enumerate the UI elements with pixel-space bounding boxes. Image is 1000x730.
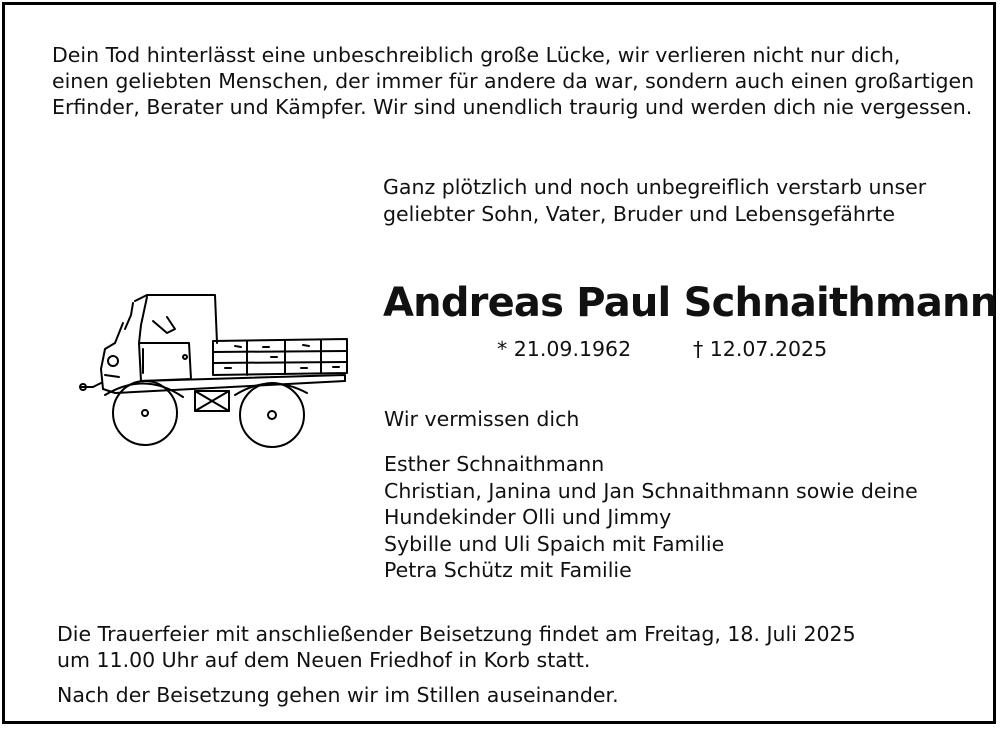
obituary-notice xyxy=(2,2,996,724)
service-info xyxy=(57,621,856,673)
mourners-list xyxy=(384,451,918,584)
service-line: um 11.00 Uhr auf dem Neuen Friedhof in Korb statt. xyxy=(57,648,591,672)
closing-note: Nach der Beisetzung gehen wir im Stillen auseinander. xyxy=(57,683,619,707)
mourner-line: Christian, Janina und Jan Schnaithmann sowie deine xyxy=(384,478,918,503)
birth-date: * 21.09.1962 xyxy=(497,337,632,361)
announcement-text xyxy=(383,174,926,228)
announcement-line: geliebter Sohn, Vater, Bruder und Lebensgefährte xyxy=(383,202,895,226)
intro-line: Dein Tod hinterlässt eine unbeschreiblich große Lücke, wir verlieren nicht nur dich, xyxy=(52,43,901,67)
life-dates xyxy=(497,335,828,363)
mourner-line: Hundekinder Olli und Jimmy xyxy=(384,505,672,529)
service-line: Die Trauerfeier mit anschließender Beisetzung findet am Freitag, 18. Juli 2025 xyxy=(57,622,856,646)
vintage-truck-drawing-icon xyxy=(75,285,355,450)
intro-line: Erfinder, Berater und Kämpfer. Wir sind unendlich traurig und werden dich nie vergessen. xyxy=(52,95,973,119)
announcement-line: Ganz plötzlich und noch unbegreiflich verstarb unser xyxy=(383,175,927,199)
mourner-line: Petra Schütz mit Familie xyxy=(384,558,632,582)
mourner-line: Sybille und Uli Spaich mit Familie xyxy=(384,531,725,556)
mourners-heading: Wir vermissen dich xyxy=(384,407,580,431)
deceased-name: Andreas Paul Schnaithmann xyxy=(383,280,998,326)
intro-text xyxy=(52,42,974,120)
death-date: † 12.07.2025 xyxy=(693,337,828,361)
intro-line: einen geliebten Menschen, der immer für andere da war, sondern auch einen großartigen xyxy=(52,69,975,93)
mourner-line: Esther Schnaithmann xyxy=(384,452,605,476)
